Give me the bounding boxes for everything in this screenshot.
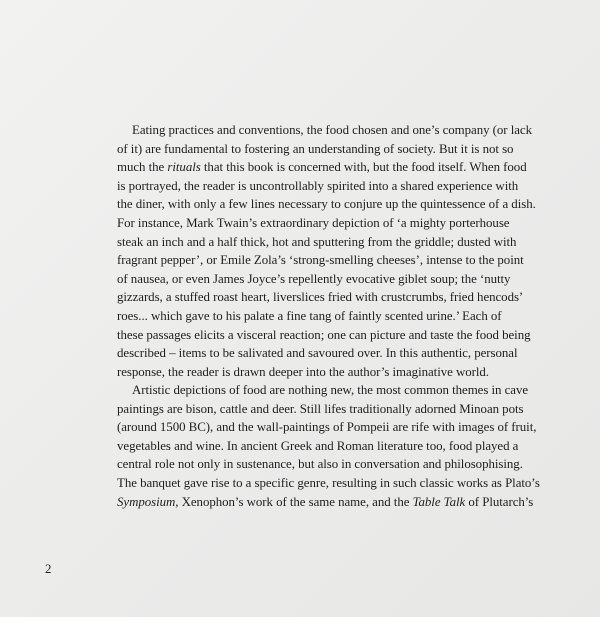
italic-text: Symposium [117, 494, 176, 509]
text-line: paintings are bison, cattle and deer. Still lifes traditionally adorned Minoan pots [117, 401, 524, 416]
text-line: described – items to be salivated and savoured over. In this authentic, personal [117, 346, 518, 361]
italic-text: rituals [167, 160, 201, 175]
italic-text: Table Talk [412, 494, 466, 509]
text-line: steak an inch and a half thick, hot and sputtering from the griddle; dusted with [117, 234, 517, 249]
text-line: is portrayed, the reader is uncontrollably spirited into a shared experience with [117, 178, 519, 193]
text-line: vegetables and wine. In ancient Greek and Roman literature too, food played a [117, 438, 519, 453]
text-line: The banquet gave rise to a specific genre, resulting in such classic works as Plato’s [117, 475, 540, 490]
text-line: (around 1500 BC), and the wall-paintings of Pompeii are rife with images of fruit, [117, 420, 537, 435]
text-line: of it) are fundamental to fostering an understanding of society. But it is not so [117, 141, 514, 156]
text-line: fragrant pepper’, or Emile Zola’s ‘strong-smelling cheeses’, intense to the point [117, 253, 524, 268]
text-line: the diner, with only a few lines necessary to conjure up the quintessence of a dish. [117, 197, 536, 212]
text-line: response, the reader is drawn deeper into the author’s imaginative world. [117, 364, 489, 379]
text-line: gizzards, a stuffed roast heart, liverslices fried with crustcrumbs, fried hencods’ [117, 290, 524, 305]
text-line: of nausea, or even James Joyce’s repellently evocative giblet soup; the ‘nutty [117, 271, 511, 286]
page-number: 2 [45, 562, 52, 576]
paragraph-1 [117, 121, 536, 381]
text-line: For instance, Mark Twain’s extraordinary depiction of ‘a mighty porterhouse [117, 215, 510, 230]
text-line: much the rituals that this book is concerned with, but the food itself. When food [117, 160, 527, 175]
text-line: central role not only in sustenance, but also in conversation and philosophising. [117, 457, 523, 472]
text-line: these passages elicits a visceral reaction; one can picture and taste the food being [117, 327, 531, 342]
text-line: Eating practices and conventions, the food chosen and one’s company (or lack [132, 123, 532, 137]
text-line: Symposium, Xenophon’s work of the same name, and the Table Talk of Plutarch’s [117, 494, 534, 509]
text-line: Artistic depictions of food are nothing new, the most common themes in cave [132, 383, 529, 397]
paragraph-2 [117, 381, 540, 511]
text-line: roes... which gave to his palate a fine tang of faintly scented urine.’ Each of [117, 308, 502, 323]
